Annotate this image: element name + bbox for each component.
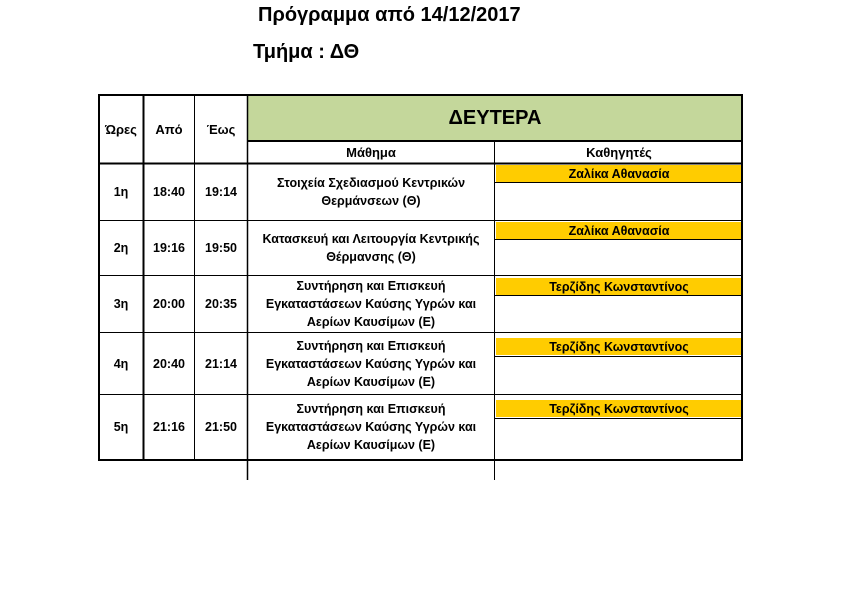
table-row-teacher: Ζαλίκα Αθανασία	[496, 222, 742, 239]
table-row-to: 20:35	[205, 297, 237, 311]
table-row-from: 20:00	[153, 297, 185, 311]
table-row-teacher: Τερζίδης Κωνσταντίνος	[496, 338, 742, 355]
table-row-subject: Κατασκευή και Λειτουργία Κεντρικής Θέρμανσης (Θ)	[262, 232, 480, 264]
table-row-hour: 4η	[113, 356, 129, 371]
table-row-to: 19:14	[205, 185, 237, 199]
table-row-from: 20:40	[153, 356, 185, 371]
page-title: Πρόγραμμα από 14/12/2017	[258, 4, 521, 26]
table-row-hour: 2η	[113, 241, 129, 255]
table-row-subject: Συντήρηση και Επισκευή Εγκαταστάσεων Καύσης Υγρών και Αερίων Καυσίμων (Ε)	[265, 402, 477, 452]
table-row-teacher: Τερζίδης Κωνσταντίνος	[496, 278, 742, 295]
table-row-teacher: Τερζίδης Κωνσταντίνος	[496, 400, 742, 417]
table-row-hour: 3η	[113, 297, 129, 311]
col-header-hours: Ώρες	[105, 121, 137, 137]
table-row-subject: Συντήρηση και Επισκευή Εγκαταστάσεων Καύσης Υγρών και Αερίων Καυσίμων (Ε)	[265, 279, 477, 329]
department-label: Τμήμα : ΔΘ	[253, 41, 360, 63]
table-row-hour: 1η	[113, 185, 129, 199]
table-row-from: 21:16	[153, 420, 185, 434]
table-row-from: 18:40	[153, 185, 185, 199]
table-row-subject: Συντήρηση και Επισκευή Εγκαταστάσεων Καύσης Υγρών και Αερίων Καυσίμων (Ε)	[265, 338, 477, 389]
table-row-subject: Στοιχεία Σχεδιασμού Κεντρικών Θερμάνσεων (Θ)	[276, 176, 466, 208]
col-header-teachers: Καθηγητές	[586, 145, 652, 160]
table-row-to: 21:14	[205, 356, 237, 371]
col-header-to: Έως	[206, 121, 236, 137]
day-header: ΔΕΥΤΕΡΑ	[248, 96, 742, 140]
table-row-to: 21:50	[205, 420, 237, 434]
col-header-from: Από	[155, 121, 183, 137]
table-row-from: 19:16	[153, 241, 185, 255]
table-row-hour: 5η	[113, 420, 129, 434]
table-row-to: 19:50	[205, 241, 237, 255]
table-row-teacher: Ζαλίκα Αθανασία	[496, 165, 742, 182]
col-header-subject: Μάθημα	[346, 145, 396, 160]
